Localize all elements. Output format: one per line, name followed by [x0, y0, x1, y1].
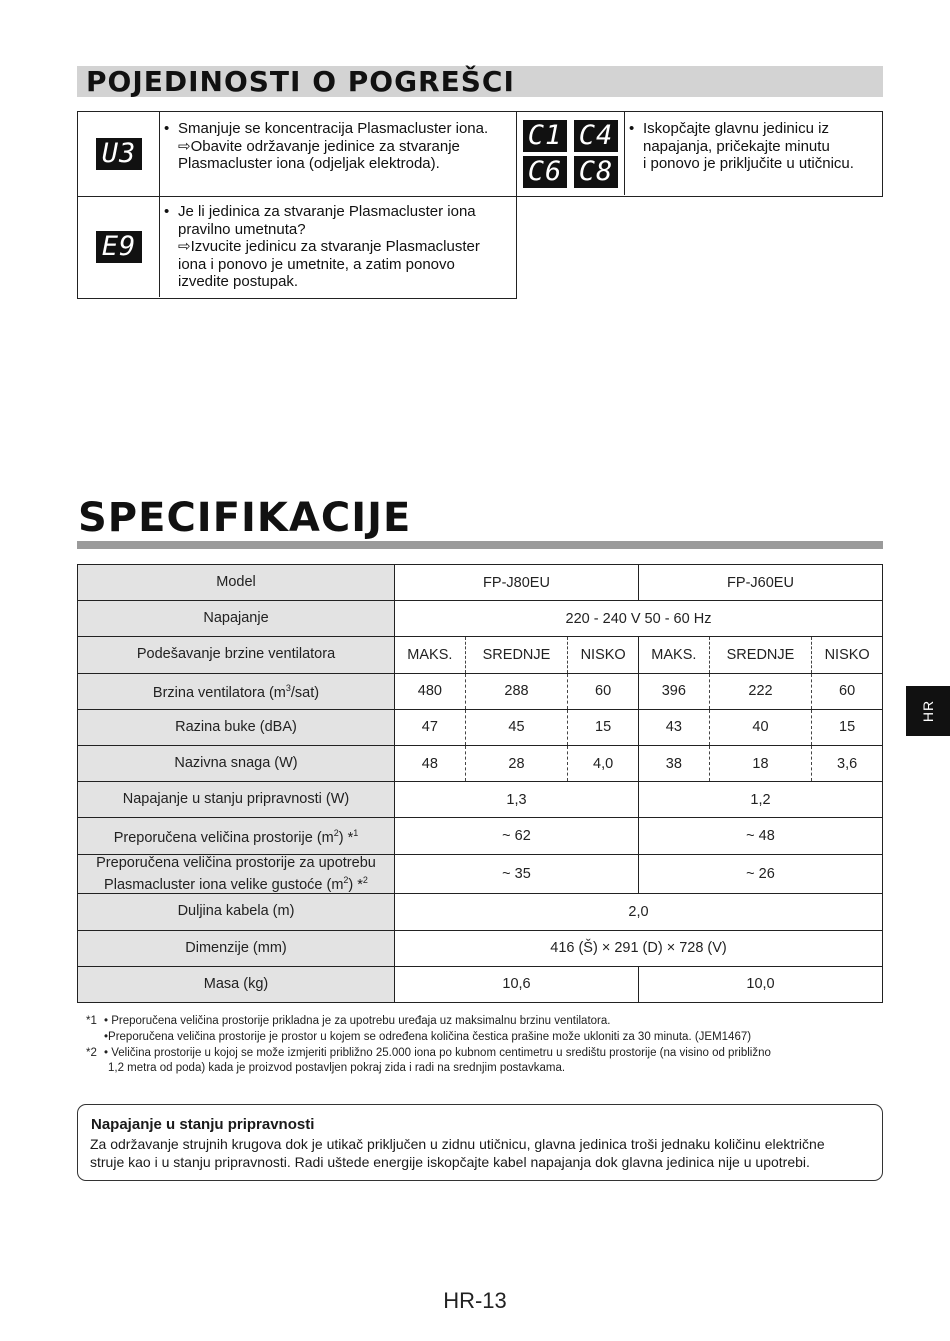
table-cell: 47 — [395, 709, 466, 745]
table-cell: 60 — [812, 673, 883, 709]
footnote-2 — [86, 1046, 771, 1062]
table-cell: 2,0 — [395, 894, 883, 930]
table-row — [78, 782, 883, 818]
error-line: Je li jedinica za stvaranje Plasmacluster iona — [178, 203, 476, 220]
error-item-e9 — [77, 195, 517, 299]
bullet: • — [164, 203, 170, 220]
specifications-title: SPECIFIKACIJE — [78, 495, 412, 541]
row-label: Masa (kg) — [78, 966, 395, 1002]
table-cell: 1,3 — [395, 782, 639, 818]
row-label: Dimenzije (mm) — [78, 930, 395, 966]
language-tab — [906, 686, 950, 736]
error-line: izvedite postupak. — [178, 273, 299, 290]
error-line: Plasmacluster iona (odjeljak elektroda). — [178, 155, 440, 172]
standby-line: Za održavanje strujnih krugova dok je utikač priključen u zidnu utičnicu, glavna jedinica troši jednaku količinu električne — [90, 1136, 825, 1152]
table-cell: MAKS. — [395, 637, 466, 673]
table-cell: SREDNJE — [465, 637, 568, 673]
table-row — [78, 709, 883, 745]
model-name: FP-J60EU — [638, 565, 882, 601]
table-cell: 15 — [812, 709, 883, 745]
table-cell: 45 — [465, 709, 568, 745]
error-code-cell — [78, 112, 160, 195]
table-cell: ~ 48 — [638, 818, 882, 854]
footnote-2b — [86, 1061, 771, 1077]
row-label: Podešavanje brzine ventilatora — [78, 637, 395, 673]
table-cell: 416 (Š) × 291 (D) × 728 (V) — [395, 930, 883, 966]
row-label: Preporučena veličina prostorije za upotrebu Plasmacluster iona velike gustoće $(m^2)$ *$^2$ — [78, 854, 395, 894]
table-cell: ~ 62 — [395, 818, 639, 854]
page-number: HR-13 — [443, 1288, 507, 1313]
table-row — [78, 966, 883, 1002]
footnote-text: 1,2 metra od poda) kada je proizvod postavljen pokraj zida i radi na srednjim postavkama. — [108, 1062, 566, 1075]
standby-power-note — [77, 1104, 883, 1181]
language-code: HR — [920, 699, 936, 723]
table-row — [78, 818, 883, 854]
row-label: Preporučena veličina prostorije $(m^2)$ *$^1$ — [78, 818, 395, 854]
table-cell: 28 — [465, 745, 568, 781]
footnote-marker: *2 — [86, 1046, 97, 1059]
error-description — [164, 120, 488, 173]
table-cell: 10,6 — [395, 966, 639, 1002]
lcd-code-u3: U3 — [96, 138, 142, 170]
error-item-c-codes — [517, 111, 883, 197]
table-cell: 222 — [709, 673, 812, 709]
table-cell: 60 — [568, 673, 639, 709]
row-label: Brzina ventilatora $(m^3/sat)$ — [78, 673, 395, 709]
standby-heading: Napajanje u stanju pripravnosti — [91, 1116, 315, 1133]
footnote-1b — [86, 1030, 771, 1046]
lcd-code-e9: E9 — [96, 231, 142, 263]
error-description — [164, 203, 480, 291]
row-label: Napajanje u stanju pripravnosti (W) — [78, 782, 395, 818]
table-cell: 48 — [395, 745, 466, 781]
lcd-code-c1: C1 — [523, 120, 567, 152]
table-cell: MAKS. — [638, 637, 709, 673]
standby-body — [90, 1135, 825, 1171]
table-cell: ~ 26 — [638, 854, 882, 894]
table-cell: 220 - 240 V 50 - 60 Hz — [395, 601, 883, 637]
table-row — [78, 565, 883, 601]
table-cell: 480 — [395, 673, 466, 709]
table-cell: 38 — [638, 745, 709, 781]
row-label: Napajanje — [78, 601, 395, 637]
table-cell: ~ 35 — [395, 854, 639, 894]
error-line: Smanjuje se koncentracija Plasmacluster iona. — [178, 120, 489, 137]
error-line: napajanja, pričekajte minutu — [643, 137, 830, 155]
table-cell: 4,0 — [568, 745, 639, 781]
table-cell: SREDNJE — [709, 637, 812, 673]
footnotes — [86, 1014, 771, 1077]
footnote-text: •Preporučena veličina prostorije je prostor u kojem se određena količina čestica prašine može ukloniti za 30 minuta. (JEM1467) — [104, 1030, 752, 1043]
lcd-code-c8: C8 — [574, 156, 618, 188]
table-row — [78, 930, 883, 966]
table-row — [78, 637, 883, 673]
lcd-code-c4: C4 — [574, 120, 618, 152]
bullet: • — [164, 120, 170, 137]
row-label: Nazivna snaga (W) — [78, 745, 395, 781]
error-line: iona i ponovo je umetnite, a zatim ponovo — [178, 255, 455, 273]
error-item-u3 — [77, 111, 517, 197]
error-line: pravilno umetnuta? — [178, 220, 306, 238]
table-cell: 15 — [568, 709, 639, 745]
footnote-1 — [86, 1014, 771, 1030]
row-label: Duljina kabela (m) — [78, 894, 395, 930]
table-cell: NISKO — [812, 637, 883, 673]
bullet: • — [629, 120, 635, 137]
footnote-text: • Veličina prostorije u kojoj se može izmjeriti približno 25.000 iona po kubnom centimetru u središtu prostorije (na visino od približno — [104, 1046, 771, 1059]
table-cell: 396 — [638, 673, 709, 709]
table-row — [78, 601, 883, 637]
table-cell: NISKO — [568, 637, 639, 673]
table-cell: 3,6 — [812, 745, 883, 781]
error-line: ⇨Obavite održavanje jedinice za stvaranje — [178, 137, 460, 155]
table-cell: 288 — [465, 673, 568, 709]
specifications-table — [77, 564, 883, 1003]
footnote-text: • Preporučena veličina prostorije prikladna je za upotrebu uređaja uz maksimalnu brzinu ventilatora. — [104, 1015, 611, 1027]
table-cell: 18 — [709, 745, 812, 781]
title-underline — [77, 541, 883, 549]
error-section-heading — [77, 66, 883, 97]
error-line: ⇨Izvucite jedinicu za stvaranje Plasmacluster — [178, 238, 480, 255]
table-row — [78, 854, 883, 894]
error-code-cell — [517, 112, 625, 195]
error-line: i ponovo je priključite u utičnicu. — [643, 155, 854, 172]
row-label: Razina buke (dBA) — [78, 709, 395, 745]
row-label: Model — [78, 565, 395, 601]
error-section-title: POJEDINOSTI O POGREŠCI — [86, 65, 515, 98]
error-line: Iskopčajte glavnu jedinicu iz — [643, 120, 829, 137]
table-cell: 40 — [709, 709, 812, 745]
table-row — [78, 673, 883, 709]
model-name: FP-J80EU — [395, 565, 639, 601]
table-cell: 1,2 — [638, 782, 882, 818]
lcd-code-c6: C6 — [523, 156, 567, 188]
error-description — [629, 120, 854, 173]
footnote-marker: *1 — [86, 1015, 97, 1027]
error-code-cell — [78, 195, 160, 297]
standby-line: struje kao i u stanju pripravnosti. Radi uštede energije iskopčajte kabel napajanja dok glavna jedinica nije u upotrebi. — [90, 1154, 810, 1170]
table-row — [78, 745, 883, 781]
table-row — [78, 894, 883, 930]
table-cell: 10,0 — [638, 966, 882, 1002]
table-cell: 43 — [638, 709, 709, 745]
